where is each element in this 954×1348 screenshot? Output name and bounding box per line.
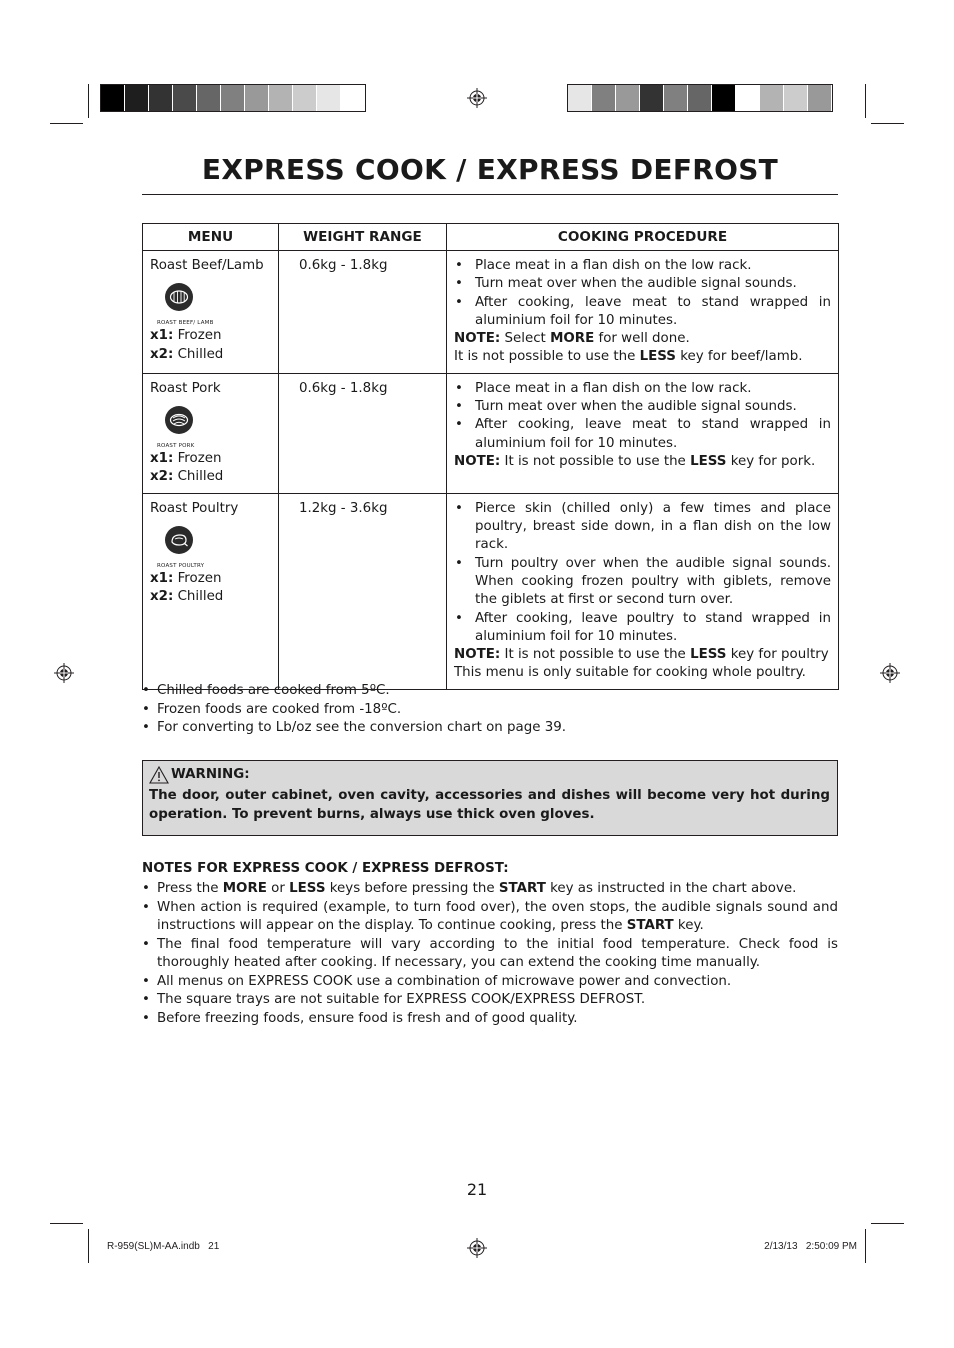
- menu-icon-block: [157, 526, 271, 570]
- color-swatch: [341, 85, 365, 111]
- roast-beef-icon: [165, 283, 193, 311]
- frozen-option: x1: Frozen: [150, 451, 222, 467]
- warning-box: [142, 760, 838, 836]
- menu-icon-block: [157, 406, 271, 450]
- crop-mark: [871, 1223, 904, 1224]
- list-item: • Press the MORE or LESS keys before pressing the START key as instructed in the chart above.: [142, 880, 838, 899]
- list-item: • Turn meat over when the audible signal sounds.: [454, 275, 831, 293]
- list-item: • After cooking, leave meat to stand wrapped in aluminium foil for 10 minutes.: [454, 294, 831, 331]
- color-swatch: [101, 85, 125, 111]
- color-swatch: [317, 85, 341, 111]
- chilled-option: x2: Chilled: [150, 469, 224, 485]
- procedure-note: It is not possible to use the LESS key for beef/lamb.: [454, 349, 803, 365]
- list-item: • Chilled foods are cooked from 5ºC.: [142, 682, 566, 701]
- color-swatch: [784, 85, 808, 111]
- icon-caption: ROAST POULTRY: [157, 563, 205, 570]
- procedure-note: NOTE: It is not possible to use the LESS key for poultry: [454, 647, 829, 663]
- crop-mark: [88, 1229, 89, 1263]
- icon-caption: ROAST PORK: [157, 443, 195, 450]
- color-swatch: [568, 85, 592, 111]
- color-calibration-bar-left: [100, 84, 366, 112]
- list-item: • For converting to Lb/oz see the conversion chart on page 39.: [142, 719, 566, 738]
- color-swatch: [293, 85, 317, 111]
- chilled-option: x2: Chilled: [150, 589, 224, 605]
- color-swatch: [149, 85, 173, 111]
- list-item: • Place meat in a flan dish on the low rack.: [454, 380, 831, 398]
- list-item: • Turn meat over when the audible signal sounds.: [454, 398, 831, 416]
- color-swatch: [640, 85, 664, 111]
- crop-mark: [865, 1229, 866, 1263]
- notes-list: [142, 880, 838, 1028]
- list-item: • Pierce skin (chilled only) a few times and place poultry, breast side down, in a flan dish on the low rack.: [454, 500, 831, 555]
- cooking-procedure-cell: [447, 493, 839, 689]
- color-swatch: [221, 85, 245, 111]
- color-swatch: [173, 85, 197, 111]
- crop-mark: [50, 123, 83, 124]
- color-swatch: [712, 85, 736, 111]
- menu-name: Roast Beef/Lamb: [150, 258, 264, 273]
- column-header-weight-range: WEIGHT RANGE: [279, 224, 447, 251]
- frozen-option: x1: Frozen: [150, 328, 222, 344]
- crop-mark: [865, 84, 866, 118]
- table-row: [143, 373, 839, 493]
- color-swatch: [760, 85, 784, 111]
- color-swatch: [808, 85, 832, 111]
- menu-cell: [143, 251, 279, 374]
- warning-label: WARNING:: [171, 767, 250, 782]
- registration-mark-icon: [467, 1238, 487, 1258]
- color-swatch: [592, 85, 616, 111]
- procedure-list: [454, 257, 831, 330]
- color-swatch: [245, 85, 269, 111]
- roast-pork-icon: [165, 406, 193, 434]
- express-cook-table: [142, 223, 839, 690]
- table-row: [143, 493, 839, 689]
- procedure-list: [454, 380, 831, 453]
- column-header-menu: MENU: [143, 224, 279, 251]
- list-item: • The square trays are not suitable for EXPRESS COOK/EXPRESS DEFROST.: [142, 991, 838, 1010]
- menu-cell: [143, 373, 279, 493]
- title-underline: [142, 194, 838, 195]
- warning-text: The door, outer cabinet, oven cavity, accessories and dishes will become very hot during operation. To prevent burns, always use thick oven gloves.: [149, 788, 830, 822]
- crop-mark: [50, 1223, 83, 1224]
- registration-mark-icon: [467, 88, 487, 108]
- roast-poultry-icon: [165, 526, 193, 554]
- menu-name: Roast Pork: [150, 380, 221, 396]
- frozen-option: x1: Frozen: [150, 571, 222, 587]
- color-swatch: [125, 85, 149, 111]
- notes-heading: NOTES FOR EXPRESS COOK / EXPRESS DEFROST:: [142, 861, 509, 876]
- color-swatch: [736, 85, 760, 111]
- color-swatch: [688, 85, 712, 111]
- warning-triangle-icon: [149, 766, 169, 784]
- column-header-cooking-procedure: COOKING PROCEDURE: [447, 224, 839, 251]
- procedure-note: NOTE: It is not possible to use the LESS key for pork.: [454, 453, 816, 469]
- slug-timestamp: 2/13/13 2:50:09 PM: [764, 1241, 857, 1252]
- list-item: • Place meat in a flan dish on the low rack.: [454, 257, 831, 275]
- color-calibration-bar-right: [567, 84, 833, 112]
- table-row: [143, 251, 839, 374]
- weight-range-cell: 0.6kg - 1.8kg: [279, 373, 447, 493]
- menu-name: Roast Poultry: [150, 500, 239, 516]
- chilled-option: x2: Chilled: [150, 346, 224, 362]
- list-item: • Turn poultry over when the audible signal sounds. When cooking frozen poultry with giblets, remove the giblets at first or second turn over.: [454, 555, 831, 610]
- cooking-procedure-cell: [447, 373, 839, 493]
- procedure-note: This menu is only suitable for cooking whole poultry.: [454, 665, 806, 681]
- menu-icon-block: [157, 283, 271, 327]
- list-item: • After cooking, leave poultry to stand wrapped in aluminium foil for 10 minutes.: [454, 610, 831, 647]
- page-number: 21: [466, 1180, 488, 1199]
- table-header-row: [143, 224, 839, 251]
- weight-range-cell: 0.6kg - 1.8kg: [279, 251, 447, 374]
- registration-mark-icon: [880, 663, 900, 683]
- list-item: • Frozen foods are cooked from -18ºC.: [142, 701, 566, 720]
- menu-cell: [143, 493, 279, 689]
- list-item: • All menus on EXPRESS COOK use a combination of microwave power and convection.: [142, 973, 838, 992]
- color-swatch: [616, 85, 640, 111]
- procedure-list: [454, 500, 831, 646]
- list-item: • Before freezing foods, ensure food is fresh and of good quality.: [142, 1010, 838, 1029]
- color-swatch: [269, 85, 293, 111]
- procedure-note: NOTE: Select MORE for well done.: [454, 331, 690, 347]
- warning-heading: [149, 765, 830, 784]
- registration-mark-icon: [54, 663, 74, 683]
- crop-mark: [88, 84, 89, 118]
- slug-filename: R-959(SL)M-AA.indb 21: [107, 1241, 220, 1252]
- list-item: • When action is required (example, to turn food over), the oven stops, the audible signals sound and instructions will appear on the display. To continue cooking, press the START key.: [142, 899, 838, 936]
- color-swatch: [197, 85, 221, 111]
- list-item: • After cooking, leave meat to stand wrapped in aluminium foil for 10 minutes.: [454, 416, 831, 453]
- footnote-list: [142, 682, 566, 738]
- crop-mark: [871, 123, 904, 124]
- icon-caption: ROAST BEEF/ LAMB: [157, 320, 214, 327]
- list-item: • The final food temperature will vary according to the initial food temperature. Check food is thoroughly heated after cooking. If necessary, you can extend the cooking time manually.: [142, 936, 838, 973]
- cooking-procedure-cell: [447, 251, 839, 374]
- color-swatch: [664, 85, 688, 111]
- page-title: EXPRESS COOK / EXPRESS DEFROST: [201, 153, 779, 186]
- weight-range-cell: 1.2kg - 3.6kg: [279, 493, 447, 689]
